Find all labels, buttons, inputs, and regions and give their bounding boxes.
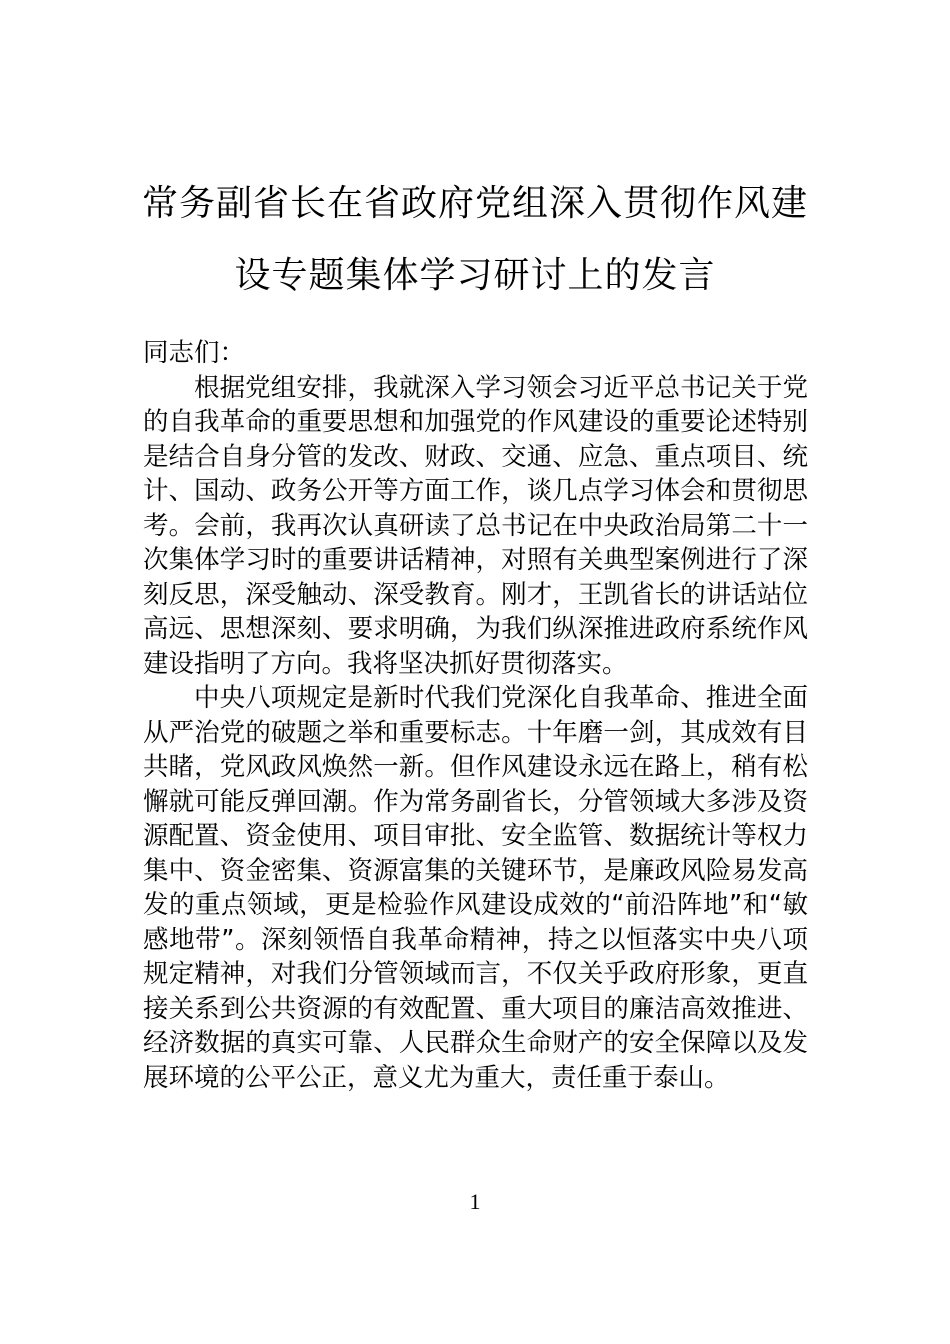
title-line-2: 设专题集体学习研讨上的发言 [234,255,716,296]
salutation: 同志们： [143,338,246,368]
document-body [143,336,808,1095]
title-line-1: 常务副省长在省政府党组深入贯彻作风建 [141,183,808,224]
paragraph-2: 中央八项规定是新时代我们党深化自我革命、推进全面从严治党的破题之举和重要标志。十年磨一剑，其成效有目共睹，党风政风焕然一新。但作风建设永远在路上，稍有松懈就可能反弹回潮。作为常务副省长，分管领域大多涉及资源配置、资金使用、项目审批、安全监管、数据统计等权力集中、资金密集、资源富集的关键环节，是廉政风险易发高发的重点领域，更是检验作风建设成效的“前沿阵地”和“敏感地带”。深刻领悟自我革命精神，持之以恒落实中央八项规定精神，对我们分管领域而言，不仅关乎政府形象，更直接关系到公共资源的有效配置、重大项目的廉洁高效推进、经济数据的真实可靠、人民群众生命财产的安全保障以及发展环境的公平公正，意义尤为重大，责任重于泰山。 [143,683,808,1093]
document-title [140,168,810,312]
paragraph-1: 根据党组安排，我就深入学习领会习近平总书记关于党的自我革命的重要思想和加强党的作风建设的重要论述特别是结合自身分管的发改、财政、交通、应急、重点项目、统计、国动、政务公开等方面工作，谈几点学习体会和贯彻思考。会前，我再次认真研读了总书记在中央政治局第二十一次集体学习时的重要讲话精神，对照有关典型案例进行了深刻反思，深受触动、深受教育。刚才，王凯省长的讲话站位高远、思想深刻、要求明确，为我们纵深推进政府系统作风建设指明了方向。我将坚决抓好贯彻落实。 [143,372,808,679]
page-number: 1 [469,1189,481,1214]
